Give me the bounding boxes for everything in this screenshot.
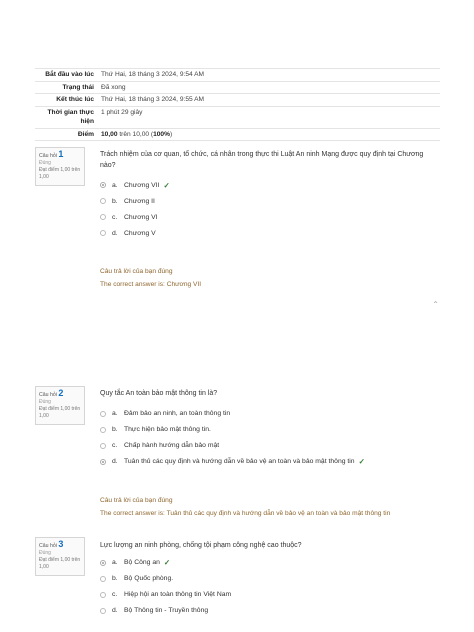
grade-max: trên 10,00 ( [117, 130, 154, 138]
grade-percent: 100% [153, 130, 170, 138]
summary-row-state [35, 81, 440, 94]
answer-option[interactable]: c. Hiệp hội an toàn thông tin Việt Nam [100, 587, 430, 603]
attempt-summary-table [35, 68, 440, 141]
summary-label: Điểm [77, 130, 94, 138]
answer-option[interactable]: b. Thực hiện bảo mật thông tin. [100, 422, 430, 438]
correct-answer-text: The correct answer is: Chương VII [100, 281, 202, 288]
summary-label: Thời gian thực hiện [47, 108, 94, 125]
question-text: Quy tắc An toàn bảo mật thông tin là? [100, 390, 218, 397]
question-mark: Đạt điểm 1,00 trên 1,00 [39, 406, 81, 419]
answer-label: Chương VI [124, 213, 158, 221]
feedback-block [100, 265, 430, 291]
summary-row-started [35, 68, 440, 81]
radio-button[interactable] [100, 214, 106, 220]
feedback-label: Câu trả lời của bạn đúng [100, 268, 173, 275]
question-text: Lực lượng an ninh phòng, chống tội phạm công nghệ cao thuộc? [100, 542, 302, 549]
answer-label: Chấp hành hướng dẫn bảo mật [124, 442, 220, 449]
chevron-up-icon[interactable]: ⌃ [432, 300, 439, 309]
answer-label: Chương V [124, 229, 156, 237]
answer-option[interactable]: a. Bộ Công an ✓ [100, 555, 430, 571]
question-state: Đúng [39, 550, 51, 556]
answer-option[interactable]: c. Chấp hành hướng dẫn bảo mật [100, 438, 430, 454]
question-info-3 [35, 537, 85, 576]
answer-option[interactable]: b. Chương II [100, 193, 430, 209]
answer-option[interactable]: d. Chương V [100, 225, 430, 241]
feedback-label: Câu trả lời của bạn đúng [100, 496, 173, 504]
grade-close: ) [169, 130, 173, 138]
question-body-1 [100, 150, 430, 291]
question-number: 3 [58, 539, 64, 549]
question-info-1 [35, 147, 85, 186]
radio-button[interactable] [100, 576, 106, 582]
radio-button[interactable] [100, 198, 106, 204]
answer-label: Bộ Thông tin - Truyền thông [124, 607, 209, 614]
answer-option[interactable]: d. Bộ Thông tin - Truyền thông [100, 603, 430, 619]
answer-label: Bộ Quốc phòng. [124, 575, 174, 582]
correct-check-icon: ✓ [163, 558, 171, 567]
question-number: 2 [58, 388, 64, 398]
radio-button[interactable] [100, 411, 106, 417]
answer-option[interactable]: c. Chương VI [100, 209, 430, 225]
answer-label: Hiệp hội an toàn thông tin Việt Nam [124, 591, 232, 598]
question-mark: Đạt điểm 1,00 trên 1,00 [39, 557, 81, 570]
answer-label: Đảm bảo an ninh, an toàn thông tin [124, 410, 231, 417]
summary-label: Bắt đầu vào lúc [45, 71, 94, 78]
summary-value: Đã xong [101, 83, 126, 91]
question-number: 1 [58, 149, 64, 159]
question-title: Câu hỏi [39, 543, 57, 549]
answer-label: Thực hiện bảo mật thông tin. [124, 426, 211, 433]
answer-option[interactable]: a. Chương VII ✓ [100, 177, 430, 193]
summary-value: 1 phút 29 giây [101, 108, 143, 116]
answer-list [100, 555, 430, 619]
answer-label: Bộ Công an [124, 559, 160, 566]
radio-button[interactable] [100, 459, 106, 465]
question-text: Trách nhiệm của cơ quan, tổ chức, cá nhân trong thực thi Luật An ninh Mạng được quy định tại Chương nào? [100, 151, 424, 169]
answer-label: Chương VII [124, 181, 160, 189]
summary-value: Thứ Hai, 18 tháng 3 2024, 9:55 AM [101, 96, 205, 103]
radio-button[interactable] [100, 592, 106, 598]
radio-button[interactable] [100, 443, 106, 449]
summary-value [98, 129, 440, 141]
question-mark: Đạt điểm 1,00 trên 1,00 [39, 167, 81, 180]
answer-list [100, 177, 430, 241]
answer-option[interactable]: a. Đảm bảo an ninh, an toàn thông tin [100, 406, 430, 422]
correct-answer-text: The correct answer is: Tuân thủ các quy định và hướng dẫn về bảo vệ an toàn và bảo mật thông tin [100, 509, 391, 517]
correct-check-icon: ✓ [163, 180, 170, 190]
answer-option[interactable]: d. Tuân thủ các quy định và hướng dẫn về bảo vệ an toàn và bảo mật thông tin ✓ [100, 454, 430, 470]
question-state: Đúng [39, 160, 51, 166]
radio-button[interactable] [100, 230, 106, 236]
question-body-3 [100, 541, 430, 619]
summary-label: Trạng thái [62, 83, 94, 91]
radio-button[interactable] [100, 560, 106, 566]
radio-button[interactable] [100, 182, 106, 188]
summary-label: Kết thúc lúc [56, 96, 94, 103]
summary-value: Thứ Hai, 18 tháng 3 2024, 9:54 AM [101, 71, 205, 78]
answer-label: Tuân thủ các quy định và hướng dẫn về bảo vệ an toàn và bảo mật thông tin [124, 458, 355, 465]
question-state: Đúng [39, 399, 51, 405]
answer-option[interactable]: b. Bộ Quốc phòng. [100, 571, 430, 587]
radio-button[interactable] [100, 608, 106, 614]
answer-label: Chương II [124, 197, 155, 205]
correct-check-icon: ✓ [358, 457, 365, 466]
feedback-block [100, 494, 430, 520]
radio-button[interactable] [100, 427, 106, 433]
question-info-2 [35, 386, 85, 425]
question-body-2 [100, 389, 430, 520]
answer-list [100, 406, 430, 470]
grade-score: 10,00 [101, 130, 118, 138]
question-title: Câu hỏi [39, 392, 57, 398]
summary-row-time-taken [35, 106, 440, 128]
summary-row-completed [35, 93, 440, 106]
summary-row-grade [35, 128, 440, 142]
question-title: Câu hỏi [39, 153, 57, 159]
